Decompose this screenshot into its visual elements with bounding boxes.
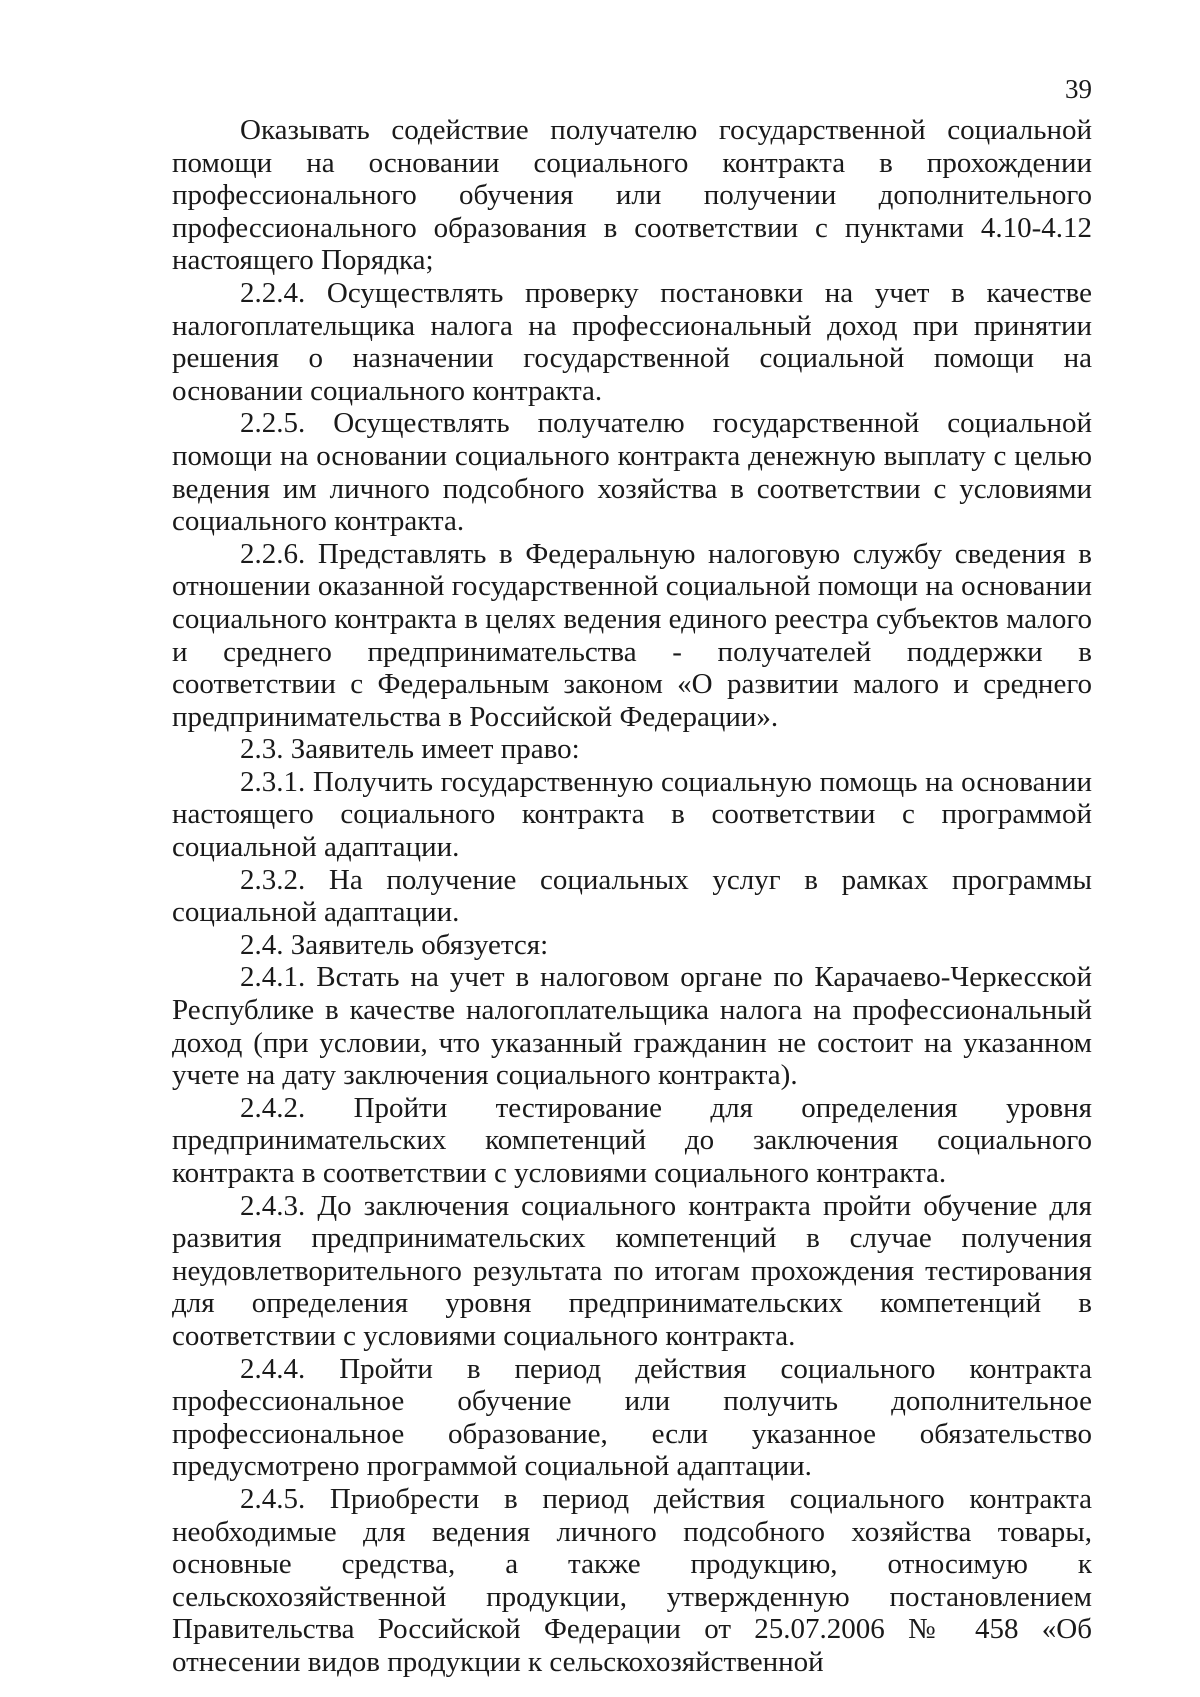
paragraph-2-4-2: 2.4.2. Пройти тестирование для определения уровня предпринимательских компетенций до заключения социального контракта в соответствии с условиями социального контракта. xyxy=(172,1091,1092,1189)
paragraph: Оказывать содействие получателю государственной социальной помощи на основании социального контракта в прохождении профессионального обучения или получении дополнительного профессионального образования в соответствии с пунктами 4.10-4.12 настоящего Порядка; xyxy=(172,114,1092,277)
paragraph-2-4-3: 2.4.3. До заключения социального контракта пройти обучение для развития предпринимательских компетенций в случае получения неудовлетворительного результата по итогам прохождения тестирования для определения уровня предпринимательских компетенций в соответствии с условиями социального контракта. xyxy=(172,1189,1092,1352)
paragraph-2-4-5: 2.4.5. Приобрести в период действия социального контракта необходимые для ведения личного подсобного хозяйства товары, основные средства, а также продукцию, относимую к сельскохозяйственной продукции, утвержденную постановлением Правительства Российской Федерации от 25.07.2006 № 458 «Об отнесении видов продукции к сельскохозяйственной xyxy=(172,1482,1092,1678)
paragraph-2-2-6: 2.2.6. Представлять в Федеральную налоговую службу сведения в отношении оказанной государственной социальной помощи на основании социального контракта в целях ведения единого реестра субъектов малого и среднего предпринимательства - получателей поддержки в соответствии с Федеральным законом «О развитии малого и среднего предпринимательства в Российской Федерации». xyxy=(172,537,1092,733)
page-number: 39 xyxy=(1065,74,1092,104)
document-body xyxy=(172,114,1092,1679)
paragraph-2-2-4: 2.2.4. Осуществлять проверку постановки на учет в качестве налогоплательщика налога на профессиональный доход при принятии решения о назначении государственной социальной помощи на основании социального контракта. xyxy=(172,276,1092,407)
paragraph-2-4-4: 2.4.4. Пройти в период действия социального контракта профессиональное обучение или получить дополнительное профессиональное образование, если указанное обязательство предусмотрено программой социальной адаптации. xyxy=(172,1352,1092,1483)
paragraph-2-3-2: 2.3.2. На получение социальных услуг в рамках программы социальной адаптации. xyxy=(172,863,1092,929)
paragraph-2-3: 2.3. Заявитель имеет право: xyxy=(240,733,580,766)
paragraph-2-4-1: 2.4.1. Встать на учет в налоговом органе по Карачаево-Черкесской Республике в качестве налогоплательщика налога на профессиональный доход (при условии, что указанный гражданин не состоит на указанном учете на дату заключения социального контракта). xyxy=(172,961,1092,1092)
paragraph-2-2-5: 2.2.5. Осуществлять получателю государственной социальной помощи на основании социального контракта денежную выплату с целью ведения им личного подсобного хозяйства в соответствии с условиями социального контракта. xyxy=(172,407,1092,538)
paragraph-2-4: 2.4. Заявитель обязуется: xyxy=(240,928,549,961)
paragraph-2-3-1: 2.3.1. Получить государственную социальную помощь на основании настоящего социального контракта в соответствии с программой социальной адаптации. xyxy=(172,765,1092,864)
